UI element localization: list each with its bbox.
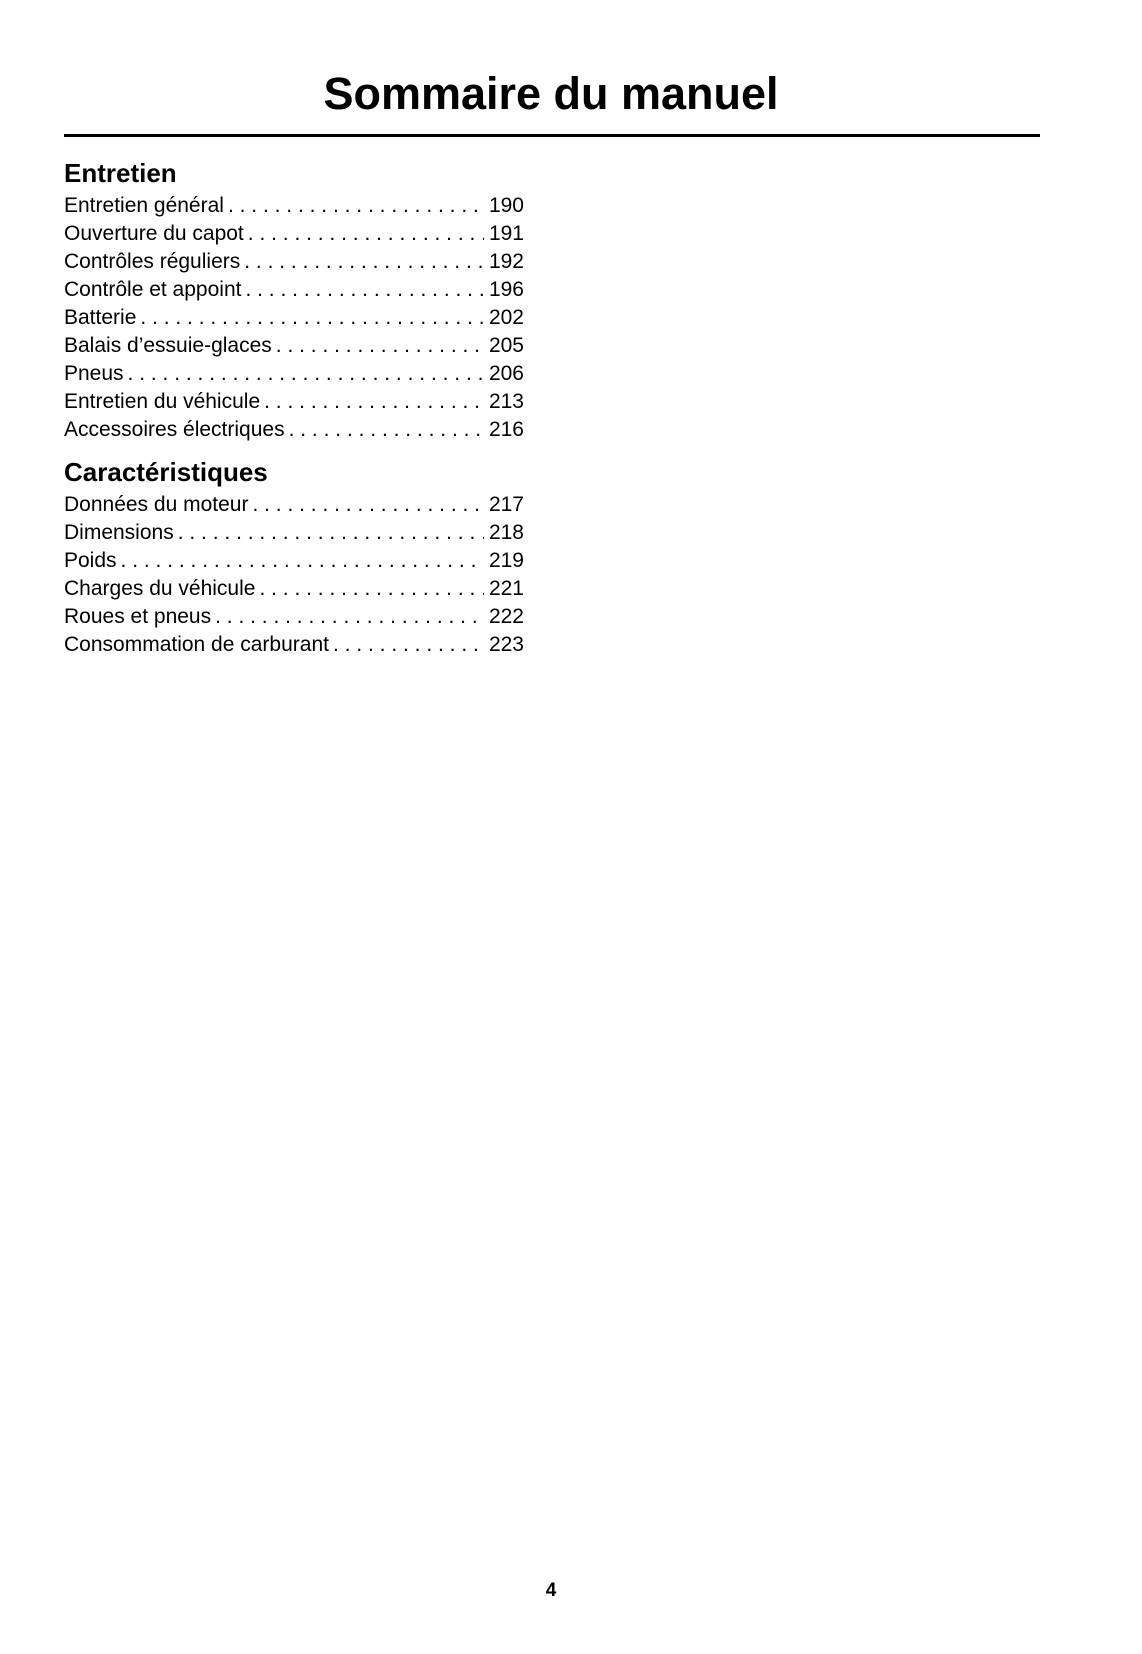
toc-entry-page: 221 [488,577,524,600]
section-heading: Caractéristiques [64,457,268,487]
dot-leader [264,388,484,416]
toc-entry-label: Batterie [64,306,137,329]
toc-entry-label: Entretien du véhicule [64,390,261,413]
toc-entry-page: 206 [488,362,524,385]
toc-entry[interactable] [64,491,524,519]
toc-entry[interactable] [64,547,524,575]
page-title: Sommaire du manuel [323,68,779,119]
toc-entry[interactable] [64,192,524,220]
toc-entry-page: 196 [488,278,524,301]
toc-entry-page: 213 [488,390,524,413]
toc-entry[interactable] [64,248,524,276]
toc-entry-page: 202 [488,306,524,329]
toc-entry-label: Roues et pneus [64,605,212,628]
page-number: 4 [545,1580,557,1601]
toc-entry-page: 218 [488,521,524,544]
toc-entry-label: Contrôles réguliers [64,250,241,273]
dot-leader [178,519,484,547]
toc-entry-label: Entretien général [64,194,224,217]
toc-entry-page: 205 [488,334,524,357]
dot-leader [333,631,484,659]
toc-entry[interactable] [64,631,524,659]
dot-leader [215,603,484,631]
toc-entry[interactable] [64,332,524,360]
toc-entry-label: Consommation de carburant [64,633,329,656]
toc-entry[interactable] [64,519,524,547]
toc-entry-label: Ouverture du capot [64,222,244,245]
toc-entry[interactable] [64,575,524,603]
dot-leader [140,304,484,332]
toc-entry-label: Données du moteur [64,493,249,516]
dot-leader [244,248,484,276]
toc-entry-page: 219 [488,549,524,572]
toc-entry-label: Contrôle et appoint [64,278,242,301]
toc-entry-page: 191 [488,222,524,245]
toc-entry-label: Charges du véhicule [64,577,256,600]
dot-leader [248,220,484,248]
toc-entry-label: Accessoires électriques [64,418,285,441]
toc-entry-page: 192 [488,250,524,273]
toc-entry-page: 217 [488,493,524,516]
table-of-contents [64,155,524,669]
section-heading: Entretien [64,158,177,188]
toc-entry-label: Balais d’essuie-glaces [64,334,272,357]
toc-entry[interactable] [64,276,524,304]
toc-entry-label: Pneus [64,362,124,385]
toc-entry-label: Poids [64,549,117,572]
toc-entry-page: 190 [488,194,524,217]
dot-leader [259,575,484,603]
toc-entry-page: 223 [488,633,524,656]
dot-leader [128,360,484,388]
toc-entry[interactable] [64,220,524,248]
dot-leader [245,276,483,304]
dot-leader [289,416,484,444]
dot-leader [228,192,484,220]
toc-entry[interactable] [64,388,524,416]
toc-entry-label: Dimensions [64,521,174,544]
toc-entry[interactable] [64,416,524,444]
dot-leader [252,491,484,519]
title-divider [64,134,1040,137]
toc-section-entretien [64,155,524,444]
toc-entry-page: 222 [488,605,524,628]
toc-entry[interactable] [64,304,524,332]
toc-entry[interactable] [64,603,524,631]
toc-entry-page: 216 [488,418,524,441]
dot-leader [121,547,484,575]
dot-leader [276,332,484,360]
toc-entry[interactable] [64,360,524,388]
toc-section-caracteristiques [64,454,524,659]
